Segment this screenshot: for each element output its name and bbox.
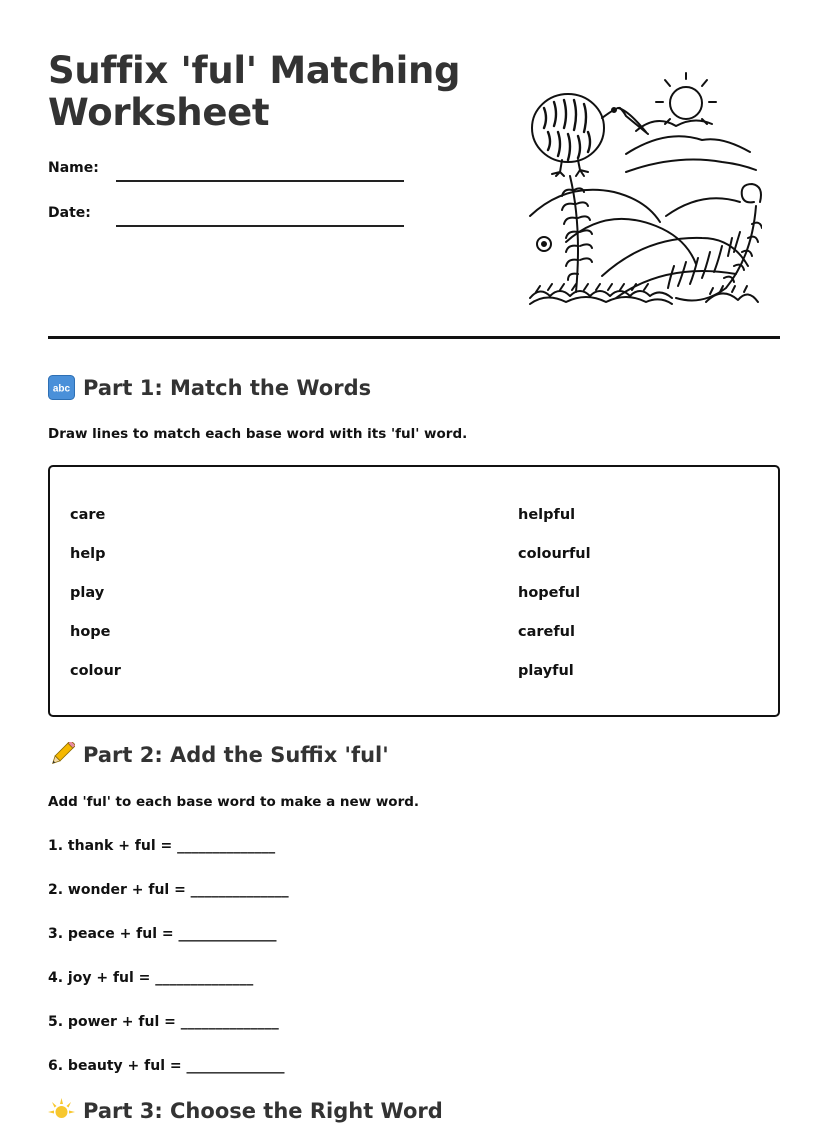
page-title: Suffix 'ful' Matching Worksheet xyxy=(48,49,461,134)
ful-word[interactable]: colourful xyxy=(518,546,591,562)
base-word[interactable]: help xyxy=(70,546,106,562)
exercise-item[interactable]: 4. joy + ful = ______________ xyxy=(48,970,254,986)
base-words-column xyxy=(70,505,121,700)
exercise-item[interactable]: 2. wonder + ful = ______________ xyxy=(48,882,289,898)
exercise-item[interactable]: 6. beauty + ful = ______________ xyxy=(48,1058,285,1074)
sun-emoji-icon xyxy=(48,1098,75,1123)
header-divider xyxy=(48,336,780,339)
part3-title-text: Part 3: Choose the Right Word xyxy=(83,1098,443,1123)
kiwi-bird-landscape-illustration xyxy=(526,66,762,310)
pencil-emoji-icon xyxy=(48,742,75,767)
part2-title xyxy=(48,742,389,767)
matching-box xyxy=(48,465,780,717)
part1-instruction: Draw lines to match each base word with its 'ful' word. xyxy=(48,426,468,442)
date-label: Date: xyxy=(48,205,91,221)
ful-word[interactable]: helpful xyxy=(518,507,576,523)
base-word[interactable]: colour xyxy=(70,663,121,679)
ful-word[interactable]: playful xyxy=(518,663,574,679)
part2-instruction: Add 'ful' to each base word to make a new word. xyxy=(48,794,420,810)
ful-words-column xyxy=(518,505,591,700)
svg-text:abc: abc xyxy=(52,383,71,395)
base-word[interactable]: play xyxy=(70,585,105,601)
ful-word[interactable]: careful xyxy=(518,624,575,640)
worksheet-page xyxy=(48,0,780,1123)
exercise-item[interactable]: 1. thank + ful = ______________ xyxy=(48,838,276,854)
base-word[interactable]: hope xyxy=(70,624,111,640)
part1-title xyxy=(48,375,371,400)
worksheet-header xyxy=(48,0,780,338)
name-line[interactable] xyxy=(116,180,404,182)
name-field[interactable] xyxy=(48,160,408,188)
exercise-item[interactable]: 3. peace + ful = ______________ xyxy=(48,926,277,942)
base-word[interactable]: care xyxy=(70,507,106,523)
abc-emoji-icon xyxy=(48,375,75,400)
date-field[interactable] xyxy=(48,205,408,233)
name-label: Name: xyxy=(48,160,99,176)
part1-title-text: Part 1: Match the Words xyxy=(83,375,372,400)
ful-word[interactable]: hopeful xyxy=(518,585,581,601)
part3-title xyxy=(48,1098,443,1123)
exercise-item[interactable]: 5. power + ful = ______________ xyxy=(48,1014,279,1030)
part2-title-text: Part 2: Add the Suffix 'ful' xyxy=(83,742,389,767)
date-line[interactable] xyxy=(116,225,404,227)
